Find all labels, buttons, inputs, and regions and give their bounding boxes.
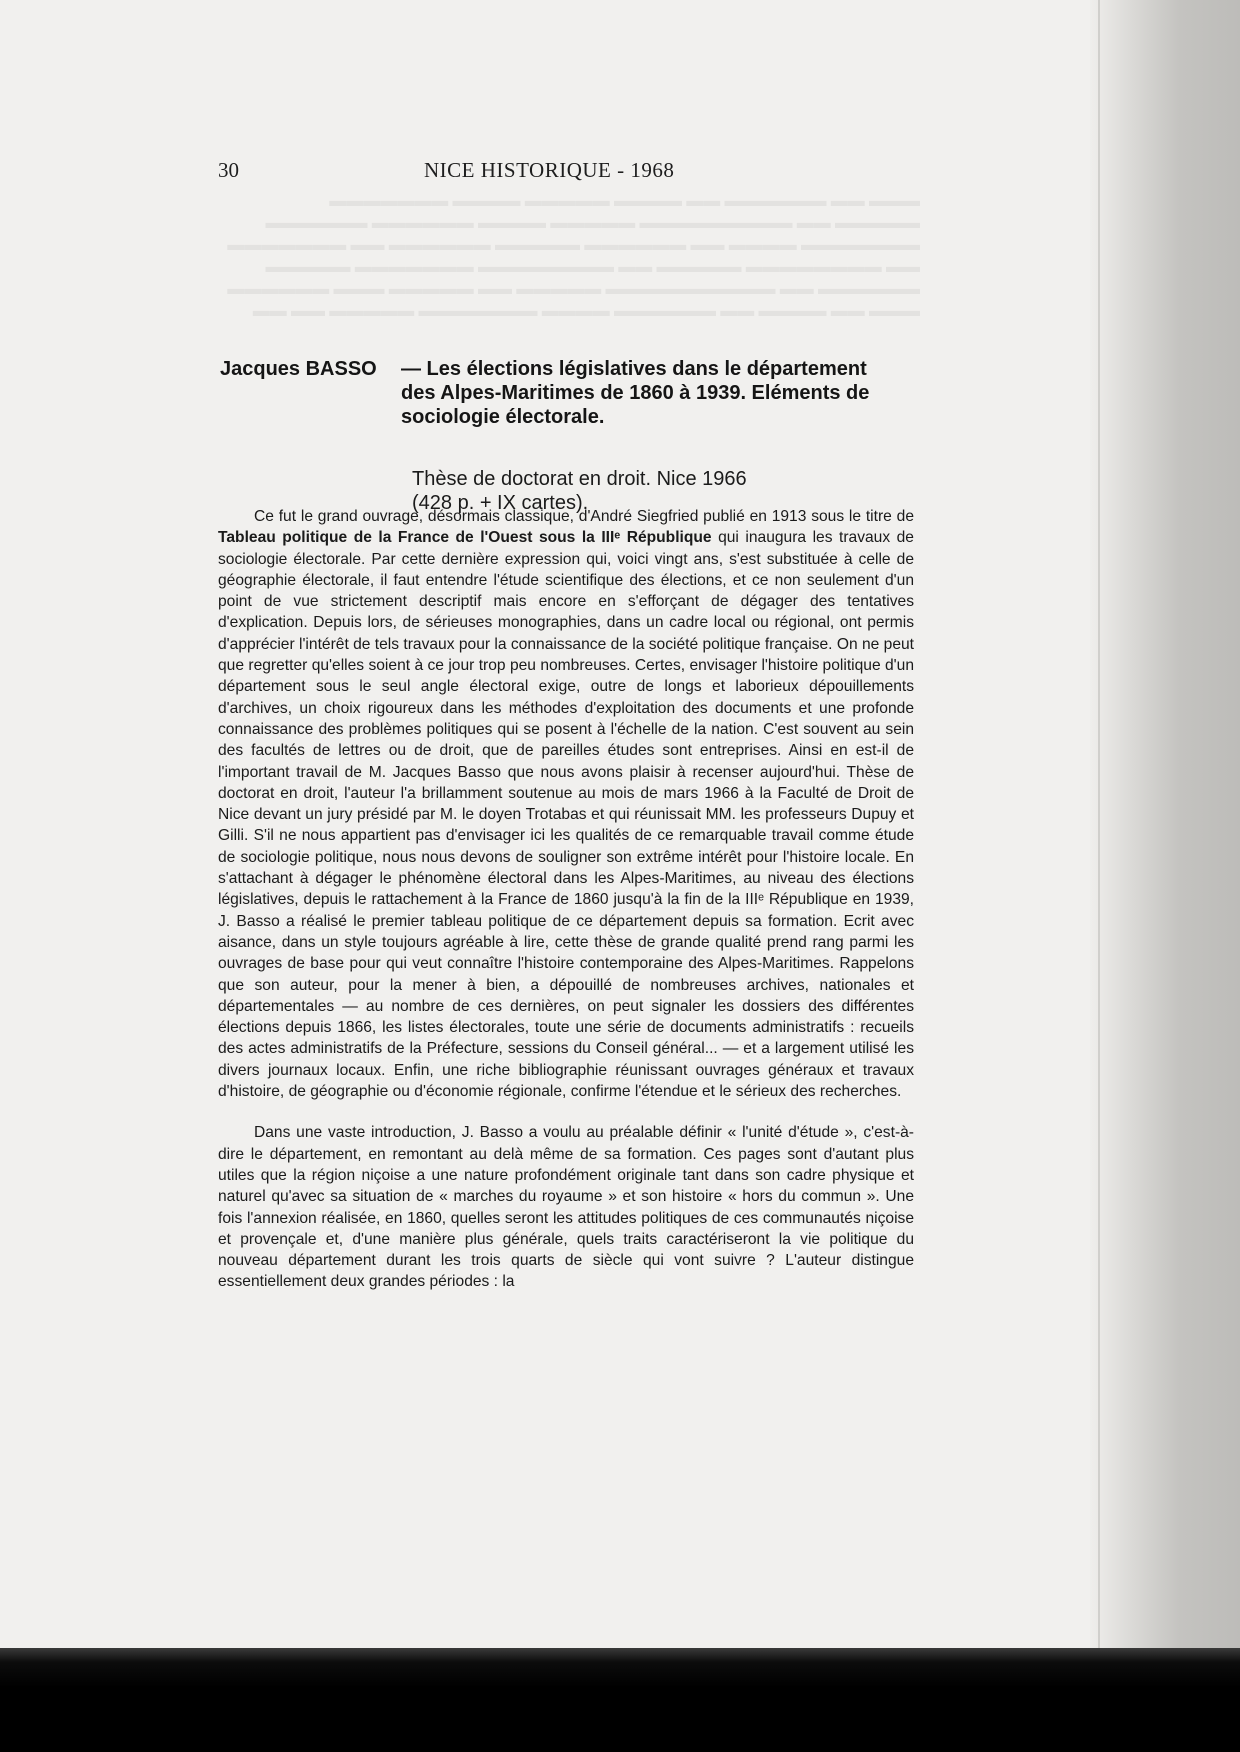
- reviewed-book-title: — Les élections législatives dans le département des Alpes-Maritimes de 1860 à 1939. Eléments de sociologie électorale.: [401, 358, 870, 428]
- paragraph-text: Ce fut le grand ouvrage, désormais classique, d'André Siegfried publié en 1913 sous le titre de: [254, 508, 914, 525]
- reviewed-author: Jacques BASSO: [220, 358, 377, 380]
- running-header: [218, 158, 918, 188]
- page-number: 30: [218, 158, 239, 182]
- book-details-line: Thèse de doctorat en droit. Nice 1966: [412, 468, 747, 490]
- cited-work-title: Tableau politique de la France de l'Ouest sous la IIIᵉ République: [218, 529, 712, 547]
- journal-title: NICE HISTORIQUE - 1968: [424, 158, 675, 182]
- page-edge-line: [1098, 0, 1100, 1648]
- page-edge-shadow: [1090, 0, 1240, 1752]
- body-paragraph: Dans une vaste introduction, J. Basso a voulu au préalable définir « l'unité d'étude », c'est-à-dire le département, en remontant au delà même de sa formation. Ces pages sont d'autant plus utiles que la région niçoise a une nature profondément originale tant dans son cadre physique et naturel qu'avec sa situation de « marches du royaume » et son histoire « hors du commun ». Une fois l'annexion réalisée, en 1860, quelles seront les attitudes politiques de ces communautés niçoise et provençale et, d'une manière plus générale, quels traits caractériseront la vie politique du nouveau département durant les trois quarts de siècle qui vont suivre ? L'auteur distingue essentiellement deux grandes périodes : la: [218, 1124, 914, 1291]
- scan-bottom-border: [0, 1648, 1240, 1752]
- paragraph-text: qui inaugura les travaux de sociologie électorale. Par cette dernière expression qui, voici vingt ans, s'est substituée à celle de géographie électorale, il faut entendre l'étude scientifique des élections, et ce non seulement d'un point de vue strictement descriptif mais encore en s'efforçant de dégager des tentatives d'explication. Depuis lors, de sérieuses monographies, dans un cadre local ou régional, ont permis d'apprécier l'intérêt de tels travaux pour la connaissance de la société politique française. On ne peut que regretter qu'elles soient à ce jour trop peu nombreuses. Certes, envisager l'histoire politique d'un département sous le seul angle électoral exige, outre de longs et laborieux dépouillements d'archives, un choix rigoureux dans les méthodes d'exploitation des documents et une profonde connaissance des problèmes politiques qui se posent à l'échelle de la nation. C'est souvent au sein des facultés de lettres ou de droit, que de pareilles études sont entreprises. Ainsi en est-il de l'important travail de M. Jacques Basso que nous avons plaisir à recenser aujourd'hui. Thèse de doctorat en droit, l'auteur l'a brillamment soutenue au mois de mars 1966 à la Faculté de Droit de Nice devant un jury présidé par M. le doyen Trotabas et qui réunissait MM. les professeurs Dupuy et Gilli. S'il ne nous appartient pas d'envisager ici les qualités de ce remarquable travail comme étude de sociologie politique, nous nous devons de souligner son extrême intérêt pour l'histoire locale. En s'attachant à dégager le phénomène électoral dans les Alpes-Maritimes, au niveau des élections législatives, depuis le rattachement à la France de 1860 jusqu'à la fin de la IIIᵉ République en 1939, J. Basso a réalisé le premier tableau politique de ce département depuis sa formation. Ecrit avec aisance, dans un style toujours agréable à lire, cette thèse de grande qualité prend rang parmi les ouvrages de base pour qui veut connaître l'histoire contemporaine des Alpes-Maritimes. Rappelons que son auteur, pour la mener à bien, a dépouillé de nombreuses archives, nationales et départementales — au nombre de ces dernières, on peut signaler les dossiers des différentes élections depuis 1866, les listes électorales, toute une série de documents administratifs : recueils des actes administratifs de la Préfecture, sessions du Conseil général... — et a largement utilisé les divers journaux locaux. Enfin, une riche bibliographie réunissant ouvrages généraux et travaux d'histoire, de géographie ou d'économie régionale, confirme l'étendue et le sérieux des recherches.: [218, 529, 914, 1101]
- body-paragraph: [218, 506, 914, 1102]
- book-details-line: (428 p. + IX cartes).: [412, 492, 589, 514]
- review-body: [218, 506, 914, 1293]
